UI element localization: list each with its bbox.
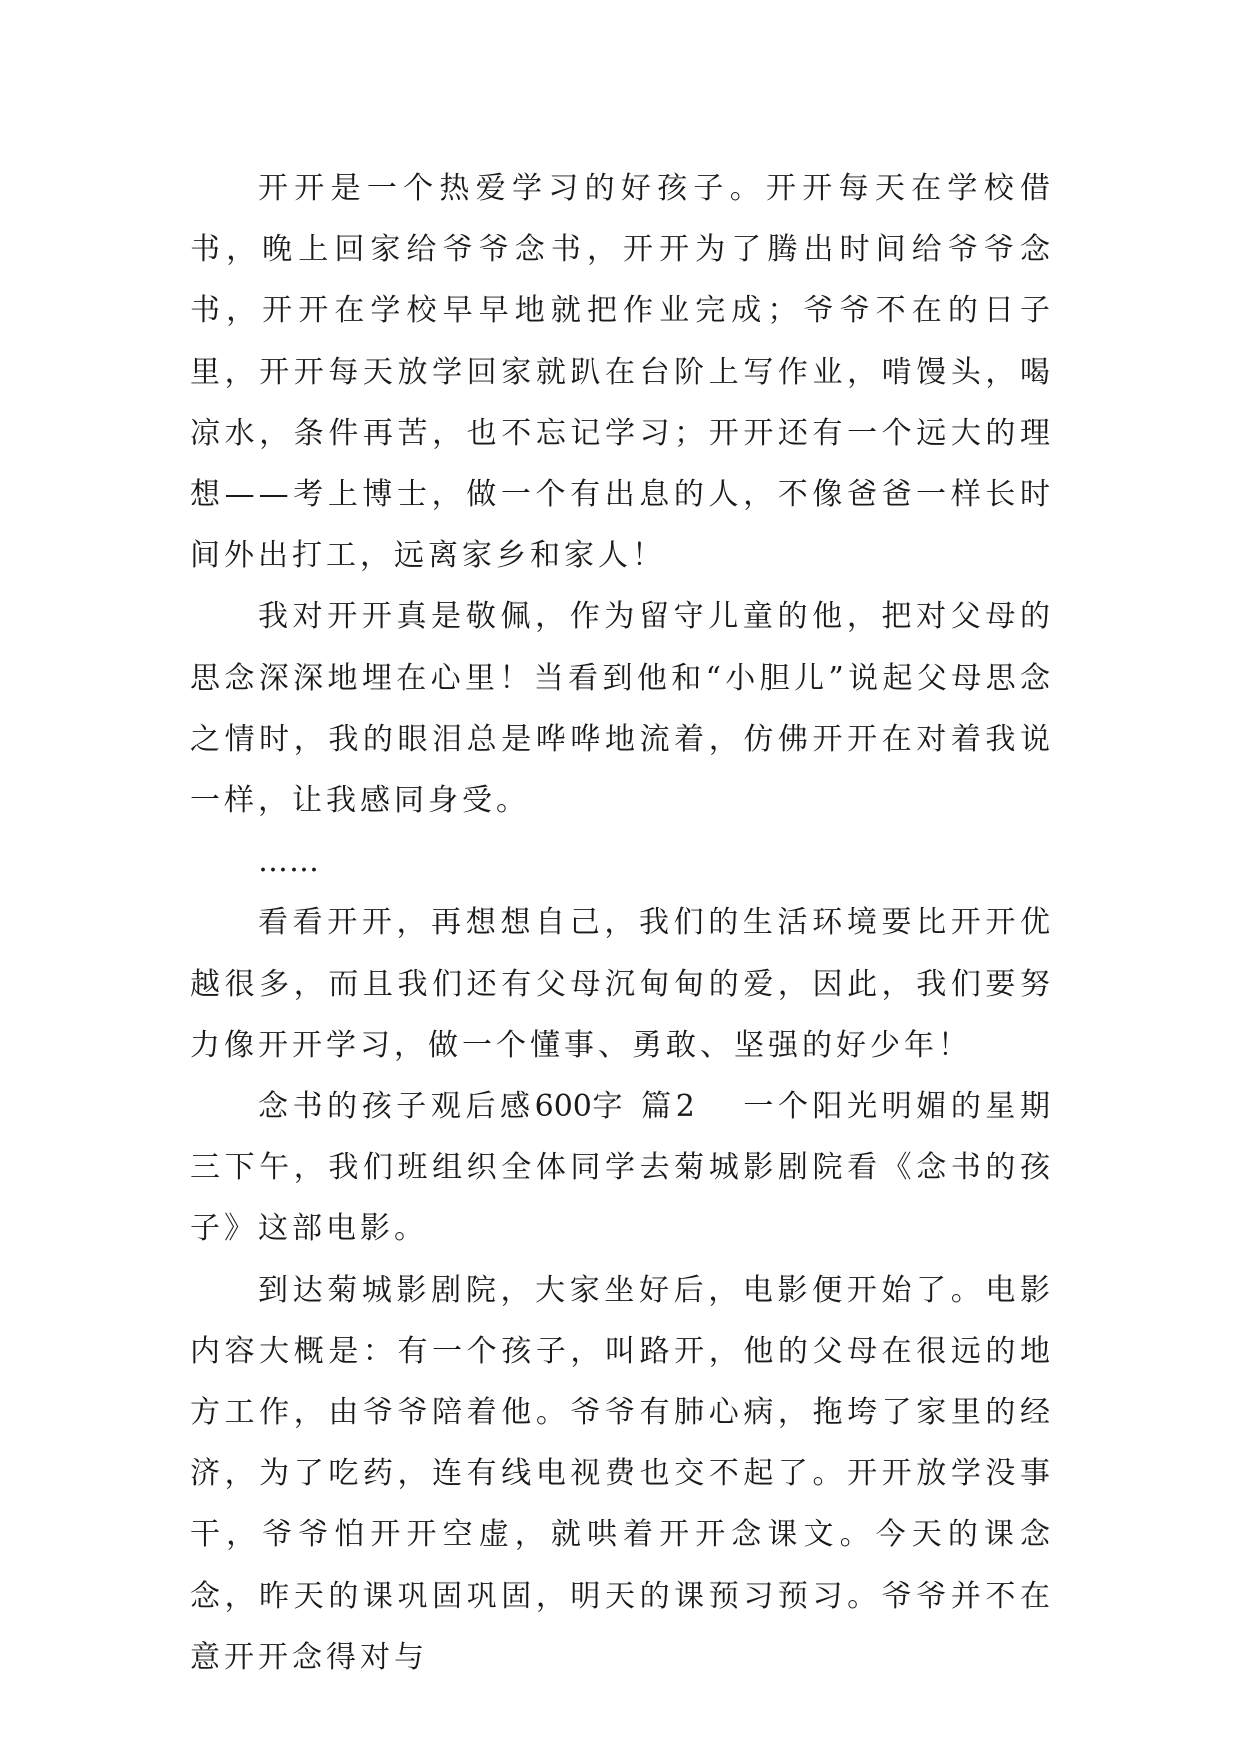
document-page	[190, 158, 1054, 1688]
section-title-num: 600	[534, 1089, 592, 1125]
paragraph-3: 看看开开，再想想自己，我们的生活环境要比开开优越很多，而且我们还有父母沉甸甸的爱，因此，我们要努力像开开学习，做一个懂事、勇敢、坚强的好少年！	[190, 905, 1054, 1063]
paragraph-2: 我对开开真是敬佩，作为留守儿童的他，把对父母的思念深深地埋在心里！当看到他和“小胆儿”说起父母思念之情时，我的眼泪总是哗哗地流着，仿佛开开在对着我说一样，让我感同身受。	[190, 599, 1054, 819]
ellipsis-line: ……	[258, 844, 320, 880]
paragraph-4: 到达菊城影剧院，大家坐好后，电影便开始了。电影内容大概是：有一个孩子，叫路开，他的父母在很远的地方工作，由爷爷陪着他。爷爷有肺心病，拖垮了家里的经济，为了吃药，连有线电视费也交不起了。开开放学没事干，爷爷怕开开空虚，就哄着开开念课文。今天的课念念，昨天的课巩固巩固，明天的课预习预习。爷爷并不在意开开念得对与	[190, 1272, 1054, 1675]
section-title-pre: 念书的孩子观后感	[258, 1089, 535, 1125]
paragraph-1: 开开是一个热爱学习的好孩子。开开每天在学校借书，晚上回家给爷爷念书，开开为了腾出时间给爷爷念书，开开在学校早早地就把作业完成；爷爷不在的日子里，开开每天放学回家就趴在台阶上写作业，啃馒头，喝凉水，条件再苦，也不忘记学习；开开还有一个远大的理想——考上博士，做一个有出息的人，不像爸爸一样长时间外出打工，远离家乡和家人！	[190, 171, 1054, 574]
section-number: 2	[675, 1089, 695, 1125]
section-title-post: 字 篇	[591, 1089, 676, 1125]
section-intro: 一个阳光明媚的星期三下午，我们班组织全体同学去菊城影剧院看《念书的孩子》这部电影。	[190, 1089, 1054, 1247]
section-heading-paragraph	[190, 1076, 1054, 1260]
